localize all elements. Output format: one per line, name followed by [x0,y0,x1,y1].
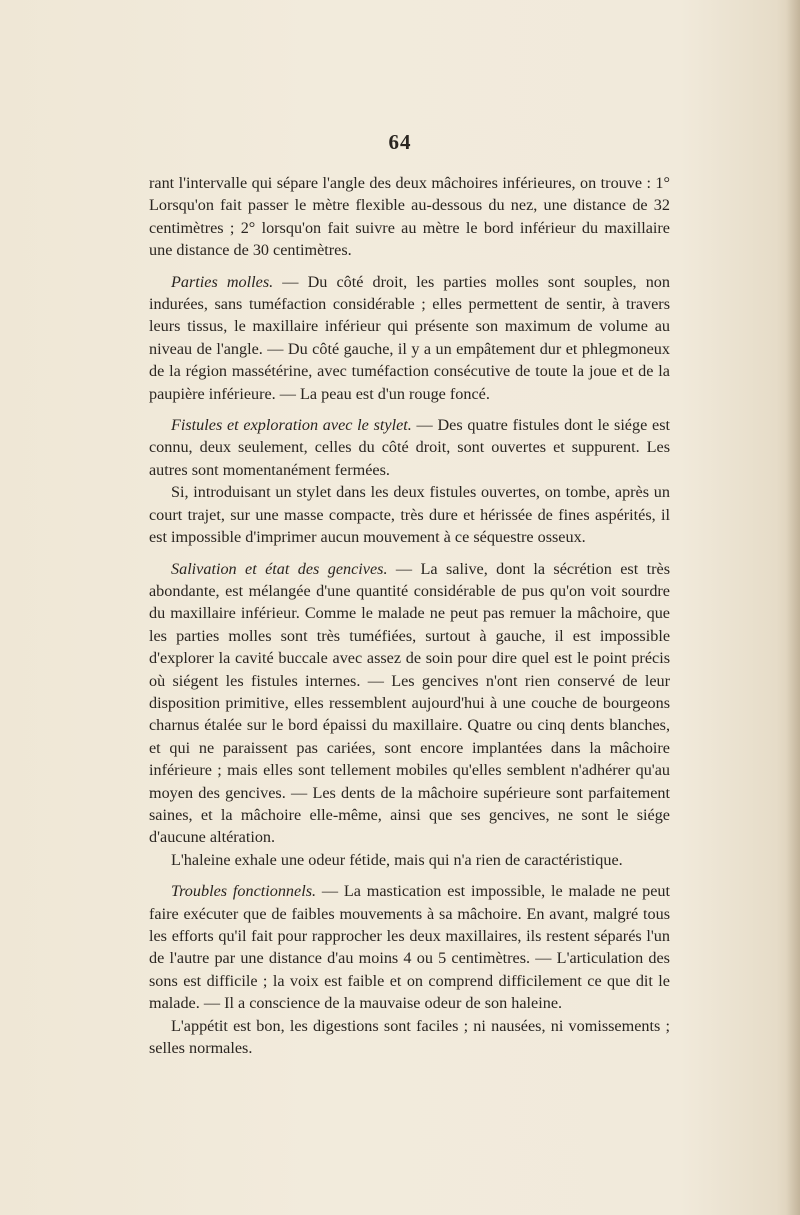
paragraph-parties-molles [149,271,670,405]
paragraph-text: — Du côté droit, les parties molles sont souples, non indurées, sans tuméfaction considérable ; elles permettent de sentir, à travers leurs tissus, le maxillaire inférieur qui présente son maximum de volume au niveau de l'angle. — Du côté gauche, il y a un empâtement dur et phlegmoneux de la région massétérine, avec tuméfaction consécutive de toute la joue et de la paupière inférieure. — La peau est d'un rouge foncé. [149,272,670,403]
paragraph-troubles [149,880,670,1014]
paragraph-haleine [149,849,670,871]
paragraph-text: — La salive, dont la sécrétion est très abondante, est mélangée d'une quantité considérable de pus qu'on voit sourdre du maxillaire inférieur. Comme le malade ne peut pas remuer la mâchoire, que les parties molles sont très tuméfiées, surtout à gauche, il est impossible d'explorer la cavité buccale avec assez de soin pour dire quel est le point précis où siégent les fistules internes. — Les gencives n'ont rien conservé de leur disposition primitive, elles ressemblent aujourd'hui à une couche de bourgeons charnus étalée sur le bord épaissi du maxillaire. Quatre ou cinq dents blanches, et qui ne paraissent pas cariées, sont encore implantées dans la mâchoire inférieure ; mais elles sont tellement mobiles qu'elles semblent n'adhérer qu'au moyen des gencives. — Les dents de la mâchoire supérieure sont parfaitement saines, et la mâchoire elle-même, ainsi que ses gencives, ne sont le siége d'aucune altération. [149,559,670,847]
paragraph-text: — La mastication est impossible, le malade ne peut faire exécuter que de faibles mouvements à sa mâchoire. En avant, malgré tous les efforts qu'il fait pour rapprocher les deux maxillaires, ils restent séparés l'un de l'autre par une distance d'au moins 4 ou 5 centimètres. — L'articulation des sons est difficile ; la voix est faible et on comprend difficilement ce que dit le malade. — Il a conscience de la mauvaise odeur de son haleine. [149,882,670,1013]
paragraph-intro [149,172,670,262]
paragraph-fistules [149,414,670,481]
paragraph-text: — Des quatre fistules dont le siége est connu, deux seulement, celles du côté droit, sont ouvertes et suppurent. Les autres sont momentanément fermées. [149,416,670,479]
section-heading: Troubles fonctionnels. [171,882,317,901]
body-text [149,172,670,1059]
paragraph-salivation [149,558,670,849]
paragraph-text: rant l'intervalle qui sépare l'angle des deux mâchoires inférieures, on trouve : 1° Lorsqu'on fait passer le mètre flexible au-dessous du nez, une distance de 32 centimètres ; 2° lorsqu'on fait suivre au mètre le bord inférieur du maxillaire une distance de 30 centimètres. [149,174,670,260]
section-heading: Fistules et exploration avec le stylet. [171,416,412,435]
section-heading: Salivation et état des gencives. [171,559,388,578]
paragraph-text: L'haleine exhale une odeur fétide, mais qui n'a rien de caractéristique. [171,850,623,869]
paragraph-stylet [149,481,670,548]
page-edge-shadow [786,0,800,1215]
section-heading: Parties molles. [171,272,274,291]
paragraph-text: L'appétit est bon, les digestions sont faciles ; ni nausées, ni vomissements ; selles normales. [149,1016,670,1058]
page-number: 64 [388,130,412,154]
paragraph-appetit [149,1015,670,1060]
paragraph-text: Si, introduisant un stylet dans les deux fistules ouvertes, on tombe, après un court trajet, sur une masse compacte, très dure et hérissée de fines aspérités, il est impossible d'imprimer aucun mouvement à ce séquestre osseux. [149,483,670,547]
